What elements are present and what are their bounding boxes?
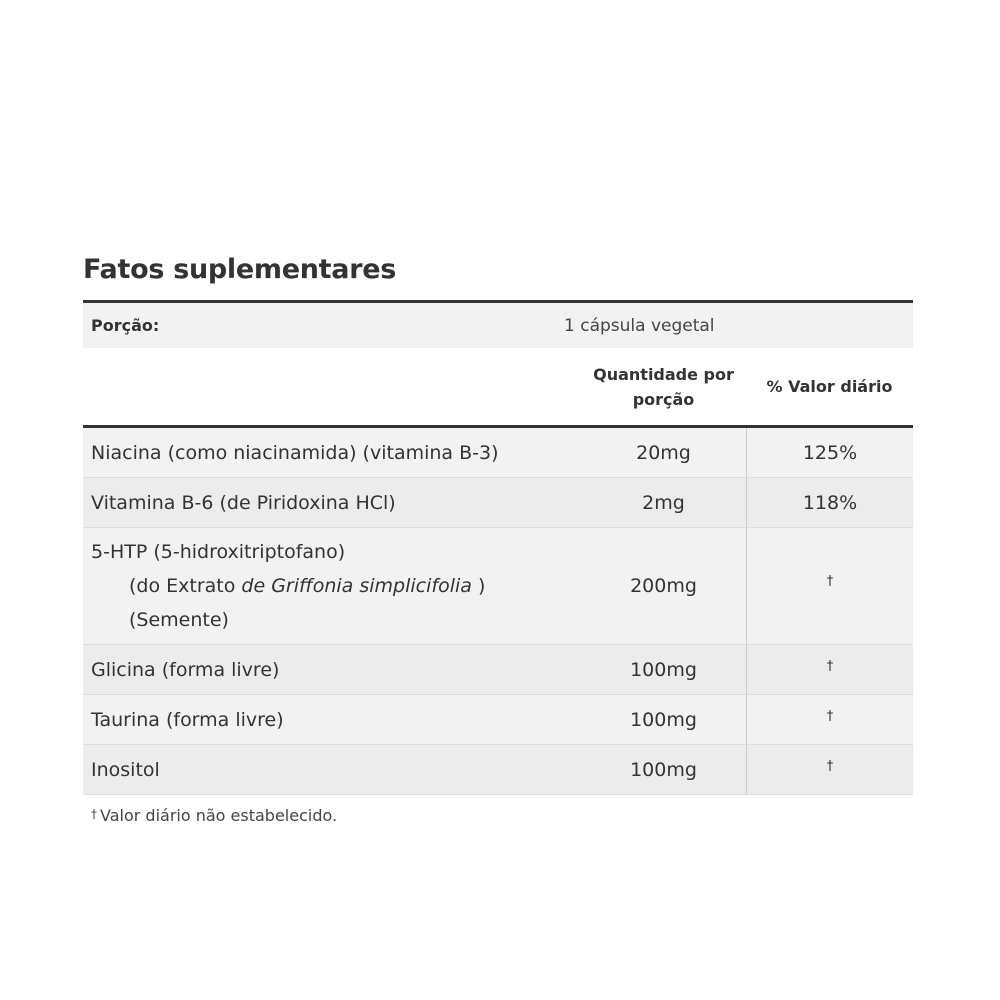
nutrient-source <box>91 569 581 603</box>
serving-value: 1 cápsula vegetal <box>564 315 715 336</box>
supplement-facts-panel <box>83 250 913 825</box>
column-header-daily-value: % Valor diário <box>766 377 893 396</box>
nutrient-source-species: de Griffonia simplicifolia <box>241 575 472 597</box>
footnote-symbol: † <box>91 807 97 821</box>
nutrient-name: Glicina (forma livre) <box>91 658 280 681</box>
table-row <box>83 528 913 645</box>
nutrient-amount: 100mg <box>581 645 747 694</box>
nutrient-amount: 100mg <box>581 745 747 794</box>
nutrient-daily-value: † <box>826 759 834 774</box>
table-row <box>83 478 913 528</box>
nutrient-source-suffix: ) <box>471 575 486 597</box>
amount-header-line1: Quantidade por <box>593 364 734 384</box>
serving-label: Porção: <box>91 316 160 335</box>
nutrient-name-block <box>83 528 581 644</box>
nutrient-name: Niacina (como niacinamida) (vitamina B-3) <box>91 441 499 464</box>
nutrient-daily-value: † <box>826 659 834 674</box>
column-header-amount <box>581 362 746 412</box>
serving-row <box>83 303 913 348</box>
column-header-row <box>83 348 913 428</box>
nutrient-name: Taurina (forma livre) <box>91 708 284 731</box>
nutrient-amount: 2mg <box>581 478 747 527</box>
nutrient-name: Vitamina B-6 (de Piridoxina HCl) <box>91 491 396 514</box>
nutrient-source-part: (Semente) <box>129 609 229 631</box>
amount-header-line2: porção <box>632 389 695 409</box>
nutrient-amount: 200mg <box>581 528 747 644</box>
nutrient-name: Inositol <box>91 758 160 781</box>
nutrient-daily-value: 118% <box>802 491 858 514</box>
nutrient-daily-value: 125% <box>802 441 858 464</box>
nutrient-amount: 20mg <box>581 428 747 477</box>
footnote <box>83 806 913 825</box>
table-row <box>83 645 913 695</box>
table-row <box>83 428 913 478</box>
table-row <box>83 745 913 795</box>
page-title: Fatos suplementares <box>83 254 396 285</box>
nutrient-source-prefix: (do Extrato <box>129 575 242 597</box>
nutrient-daily-value: † <box>826 574 834 589</box>
table-row <box>83 695 913 745</box>
nutrient-daily-value: † <box>826 709 834 724</box>
nutrient-amount: 100mg <box>581 695 747 744</box>
footnote-text: Valor diário não estabelecido. <box>100 806 338 825</box>
nutrient-name: 5-HTP (5-hidroxitriptofano) <box>91 541 346 563</box>
